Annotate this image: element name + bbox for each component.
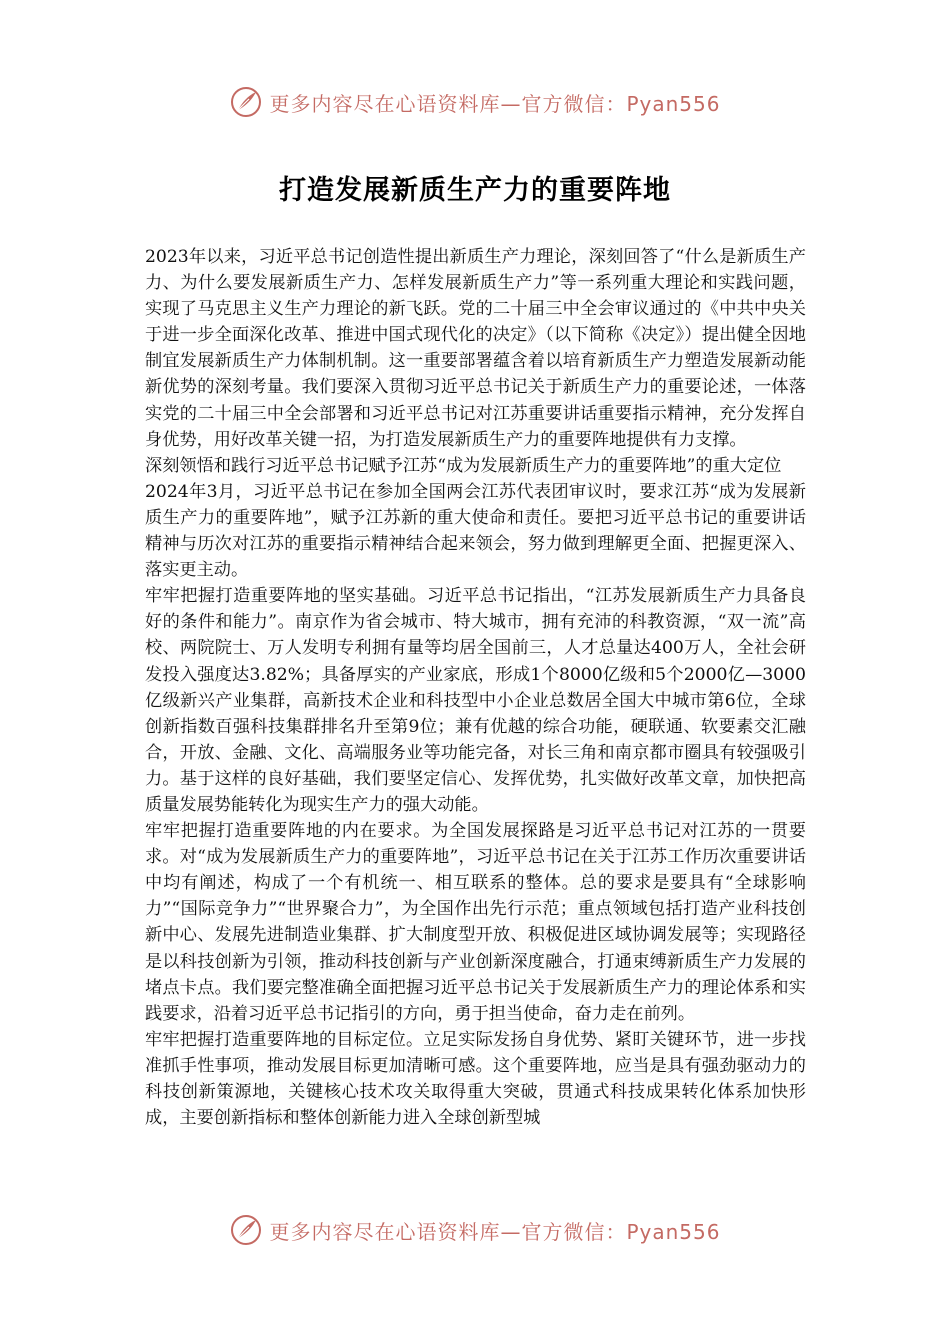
paragraph-intro: 2023年以来，习近平总书记创造性提出新质生产力理论，深刻回答了“什么是新质生产力、为什么要发展新质生产力、怎样发展新质生产力”等一系列重大理论和实践问题，实现了马克思主义生产力理论的新飞跃。党的二十届三中全会审议通过的《中共中央关于进一步全面深化改革、推进中国式现代化的决定》（以下简称《决定》）提出健全因地制宜发展新质生产力体制机制。这一重要部署蕴含着以培育新质生产力塑造发展新动能新优势的深刻考量。我们要深入贯彻习近平总书记关于新质生产力的重要论述，一体落实党的二十届三中全会部署和习近平总书记对江苏重要讲话重要指示精神，充分发挥自身优势，用好改革关键一招，为打造发展新质生产力的重要阵地提供有力支撑。 — [145, 247, 806, 450]
watermark-text: 更多内容尽在心语资料库—官方微信：Pyan556 — [269, 1219, 721, 1244]
feather-pen-logo-icon — [229, 1213, 263, 1247]
feather-pen-logo-icon — [229, 85, 263, 119]
paragraph: 牢牢把握打造重要阵地的坚实基础。习近平总书记指出，“江苏发展新质生产力具备良好的条件和能力”。南京作为省会城市、特大城市，拥有充沛的科教资源，“双一流”高校、两院院士、万人发明专利拥有量等均居全国前三，人才总量达400万人，全社会研发投入强度达3.82%；具备厚实的产业家底，形成1个8000亿级和5个2000亿—3000亿级新兴产业集群，高新技术企业和科技型中小企业总数居全国大中城市第6位，全球创新指数百强科技集群排名升至第9位；兼有优越的综合功能，硬联通、软要素交汇融合，开放、金融、文化、高端服务业等功能完备，对长三角和南京都市圈具有较强吸引力。基于这样的良好基础，我们要坚定信心、发挥优势，扎实做好改革文章，加快把高质量发展势能转化为现实生产力的强大动能。 — [145, 586, 806, 815]
paragraph: 牢牢把握打造重要阵地的目标定位。立足实际发扬自身优势、紧盯关键环节，进一步找准抓手性事项，推动发展目标更加清晰可感。这个重要阵地，应当是具有强劲驱动力的科技创新策源地，关键核心技术攻关取得重大突破，贯通式科技成果转化体系加快形成，主要创新指标和整体创新能力进入全球创新型城 — [145, 1029, 806, 1129]
watermark-text: 更多内容尽在心语资料库—官方微信：Pyan556 — [269, 91, 721, 116]
paragraph: 牢牢把握打造重要阵地的内在要求。为全国发展探路是习近平总书记对江苏的一贯要求。对“成为发展新质生产力的重要阵地”，习近平总书记在关于江苏工作历次重要讲话中均有阐述，构成了一个有机统一、相互联系的整体。总的要求是要具有“全球影响力”“国际竞争力”“世界聚合力”，为全国作出先行示范；重点领域包括打造产业科技创新中心、发展先进制造业集群、扩大制度型开放、积极促进区域协调发展等；实现路径是以科技创新为引领，推动科技创新与产业创新深度融合，打通束缚新质生产力发展的堵点卡点。我们要完整准确全面把握习近平总书记关于发展新质生产力的理论体系和实践要求，沿着习近平总书记指引的方向，勇于担当使命，奋力走在前列。 — [145, 821, 806, 1024]
paragraph: 2024年3月，习近平总书记在参加全国两会江苏代表团审议时，要求江苏“成为发展新质生产力的重要阵地”，赋予江苏新的重大使命和责任。要把习近平总书记的重要讲话精神与历次对江苏的重要指示精神结合起来领会，努力做到理解更全面、把握更深入、落实更主动。 — [145, 481, 806, 581]
watermark-footer — [0, 1210, 950, 1250]
document-title: 打造发展新质生产力的重要阵地 — [279, 175, 671, 207]
document-body — [145, 244, 806, 1131]
watermark-header — [0, 82, 950, 122]
section-heading: 深刻领悟和践行习近平总书记赋予江苏“成为发展新质生产力的重要阵地”的重大定位 — [145, 455, 782, 476]
